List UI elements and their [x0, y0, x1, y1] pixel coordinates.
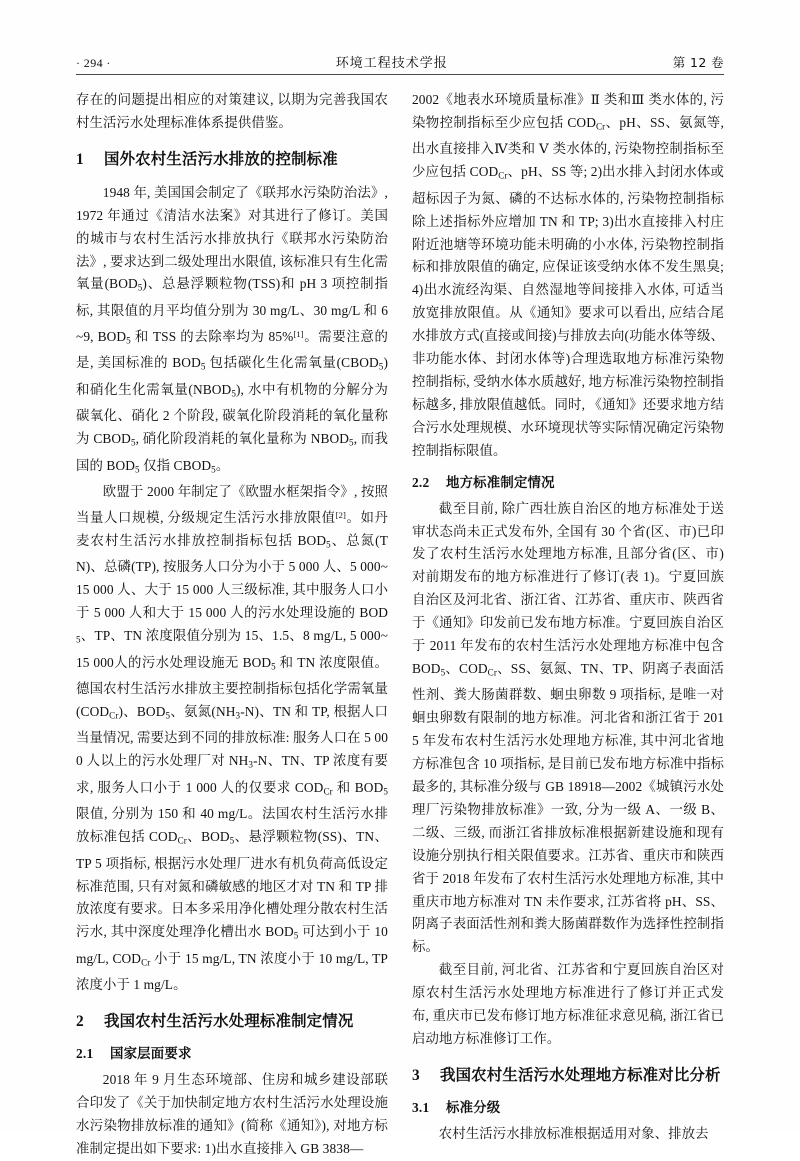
section-2-1-paragraph: 2018 年 9 月生态环境部、住房和城乡建设部联合印发了《关于加快制定地方农村生活污水处理设施水污染物排放标准的通知》(简称《通知》), 对地方标准制定提出如下要求: 1)出水直接排入 GB 3838—	[76, 1072, 388, 1156]
section-heading-1	[76, 148, 388, 171]
section-3-1-number: 3.1	[412, 1099, 430, 1115]
header-rule	[76, 74, 724, 75]
running-head	[76, 52, 724, 74]
journal-title: 环境工程技术学报	[335, 56, 448, 71]
section-heading-3-1	[412, 1098, 724, 1119]
section-2-2-paragraph-2: 截至目前, 河北省、江苏省和宁夏回族自治区对原农村生活污水处理地方标准进行了修订并正式发布, 重庆市已发布修订地方标准征求意见稿, 浙江省已启动地方标准修订工作。	[412, 962, 724, 1046]
paragraph-continued-right: 2002《地表水环境质量标准》Ⅱ 类和Ⅲ 类水体的, 污染物控制指标至少应包括 $COD_{Cr}$、pH、SS、氨氮等, 出水直接排入Ⅳ类和 Ⅴ 类水体的, 污染物控制指标至少应包括 $COD_{Cr}$、pH、SS 等; 2)出水排入封闭水体或超标因子为氮、磷的不达标水体的, 污染物控制指标除上述指标外应增加 TN 和 TP; 3)出水直接排入村庄附近池塘等环境功能未明确的小水体, 污染物控制指标和排放限值的确定, 应保证该受纳水体不发生黑臭; 4)出水流经沟渠、自然湿地等间接排入水体, 可适当放宽排放限值。从《通知》要求可以看出, 应结合尾水排放方式(直接或间接)与排放去向(功能水体等级、非功能水体、封闭水体等)合理选取地方标准污染物控制指标, 受纳水体水质越好, 地方标准污染物控制指标越多, 排放限值越低。同时, 《通知》还要求地方结合污水处理规模、水环境现状等实际情况确定污染物控制指标限值。	[412, 92, 725, 458]
section-heading-2-1	[76, 1044, 388, 1065]
page-folio: · 294 ·	[76, 56, 111, 70]
paragraph-continued: 存在的问题提出相应的对策建议, 以期为完善我国农村生活污水处理标准体系提供借鉴。	[76, 92, 388, 130]
section-3-1-title: 标准分级	[446, 1100, 501, 1116]
section-heading-2	[76, 1010, 388, 1033]
section-2-title: 我国农村生活污水处理标准制定情况	[104, 1012, 354, 1031]
section-3-number: 3	[412, 1066, 420, 1084]
section-1-paragraph-2: 欧盟于 2000 年制定了《欧盟水框架指令》, 按照当量人口规模, 分级规定生活污水排放限值[2]。如丹麦农村生活污水排放控制指标包括 $BOD_5$、总氮(TN)、总磷(TP), 按服务人口分为小于 5 000 人、5 000~15 000 人、大于 15 000 人三级标准, 其中服务人口小于 5 000 人和大于 15 000 人的污水处理设施的 $BOD_5$、TP、TN 浓度限值分别为 15、1.5、8 mg/L, 5 000~15 000人的污水处理设施无 $BOD_5$ 和 TN 浓度限值。德国农村生活污水排放主要控制指标包括化学需氧量$(COD_{Cr})$、$BOD_5$、氨氮$(NH_3-N)$、TN 和 TP, 根据人口当量情况, 需要达到不同的排放标准: 服务人口在 5 000 人以上的污水处理厂对 $NH_3-N$、TN、TP 浓度有要求, 服务人口小于 1 000 人的仅要求 $COD_{Cr}$ 和 $BOD_5$ 限值, 分别为 150 和 40 mg/L。法国农村生活污水排放标准包括 $COD_{Cr}$、$BOD_5$、悬浮颗粒物(SS)、TN、TP 5 项指标, 根据污水处理厂进水有机负荷高低设定标准范围, 只有对氮和磷敏感的地区才对 TN 和 TP 排放浓度有要求。日本多采用净化槽处理分散农村生活污水, 其中深度处理净化槽出水 $BOD_5$ 可达到小于 10 mg/L, $COD_{Cr}$ 小于 15 mg/L, TN 浓度小于 10 mg/L, TP 浓度小于 1 mg/L。	[76, 484, 389, 993]
section-1-paragraph-1: 1948 年, 美国国会制定了《联邦水污染防治法》, 1972 年通过《清洁水法案》对其进行了修订。美国的城市与农村生活污水排放执行《联邦水污染防治法》, 要求达到二级处理出水限值, 该标准只有生化需氧量$(BOD_5)$、总悬浮颗粒物(TSS)和 pH 3 项控制指标, 其限值的月平均值分别为 30 mg/L、30 mg/L 和 6~9, $BOD_5$ 和 TSS 的去除率均为 85%[1]。需要注意的是, 美国标准的 $BOD_5$ 包括碳化生化需氧量$(CBOD_5)$和硝化生化需氧量$(NBOD_5)$, 水中有机物的分解分为碳氧化、硝化 2 个阶段, 碳氧化阶段消耗的氧化量称为 $CBOD_5$, 硝化阶段消耗的氧化量称为 $NBOD_5$, 而我国的 $BOD_5$ 仅指 $CBOD_5$。	[76, 184, 389, 475]
two-column-body	[76, 89, 724, 1161]
right-column	[412, 89, 724, 1146]
section-2-1-title: 国家层面要求	[110, 1047, 192, 1063]
section-2-number: 2	[76, 1013, 84, 1031]
section-3-title: 我国农村生活污水处理地方标准对比分析	[440, 1065, 721, 1084]
section-1-number: 1	[76, 150, 84, 168]
section-2-2-number: 2.2	[412, 474, 430, 490]
volume-label: 第 12 卷	[672, 55, 724, 70]
left-column	[76, 89, 388, 1161]
section-heading-3	[412, 1064, 724, 1087]
section-2-1-number: 2.1	[76, 1046, 94, 1062]
content-frame	[76, 52, 724, 1161]
section-3-1-paragraph: 农村生活污水排放标准根据适用对象、排放去	[438, 1125, 709, 1141]
section-heading-2-2	[412, 473, 724, 494]
section-2-2-paragraph-1: 截至目前, 除广西壮族自治区的地方标准处于送审状态尚未正式发布外, 全国有 30 个省(区、市)已印发了农村生活污水处理地方标准, 且部分省(区、市)对前期发布的地方标准进行了修订(表 1)。宁夏回族自治区及河北省、浙江省、江苏省、重庆市、陕西省于《通知》印发前已发布地方标准。宁夏回族自治区于 2011 年发布的农村生活污水处理地方标准中包含 $BOD_5$、$COD_{Cr}$、SS、氨氮、TN、TP、阴离子表面活性剂、粪大肠菌群数、蛔虫卵数 9 项指标, 是唯一对蛔虫卵数有限制的地方标准。河北省和浙江省于 2015 年发布农村生活污水处理地方标准, 其中河北省地方标准包含 10 项指标, 是目前已发布地方标准中指标最多的, 其标准分级与 GB 18918—2002《城镇污水处理厂污染物排放标准》一致, 分为一级 A、一级 B、二级、三级, 而浙江省排放标准根据新建设施和现有设施分别执行相关限值要求。江苏省、重庆市和陕西省于 2018 年发布了农村生活污水处理地方标准, 其中重庆市地方标准对 TN 未作要求, 江苏省将 pH、SS、阴离子表面活性剂和粪大肠菌群数作为选择性控制指标。	[412, 500, 724, 955]
section-1-title: 国外农村生活污水排放的控制标准	[104, 149, 338, 168]
section-2-2-title: 地方标准制定情况	[446, 475, 555, 491]
